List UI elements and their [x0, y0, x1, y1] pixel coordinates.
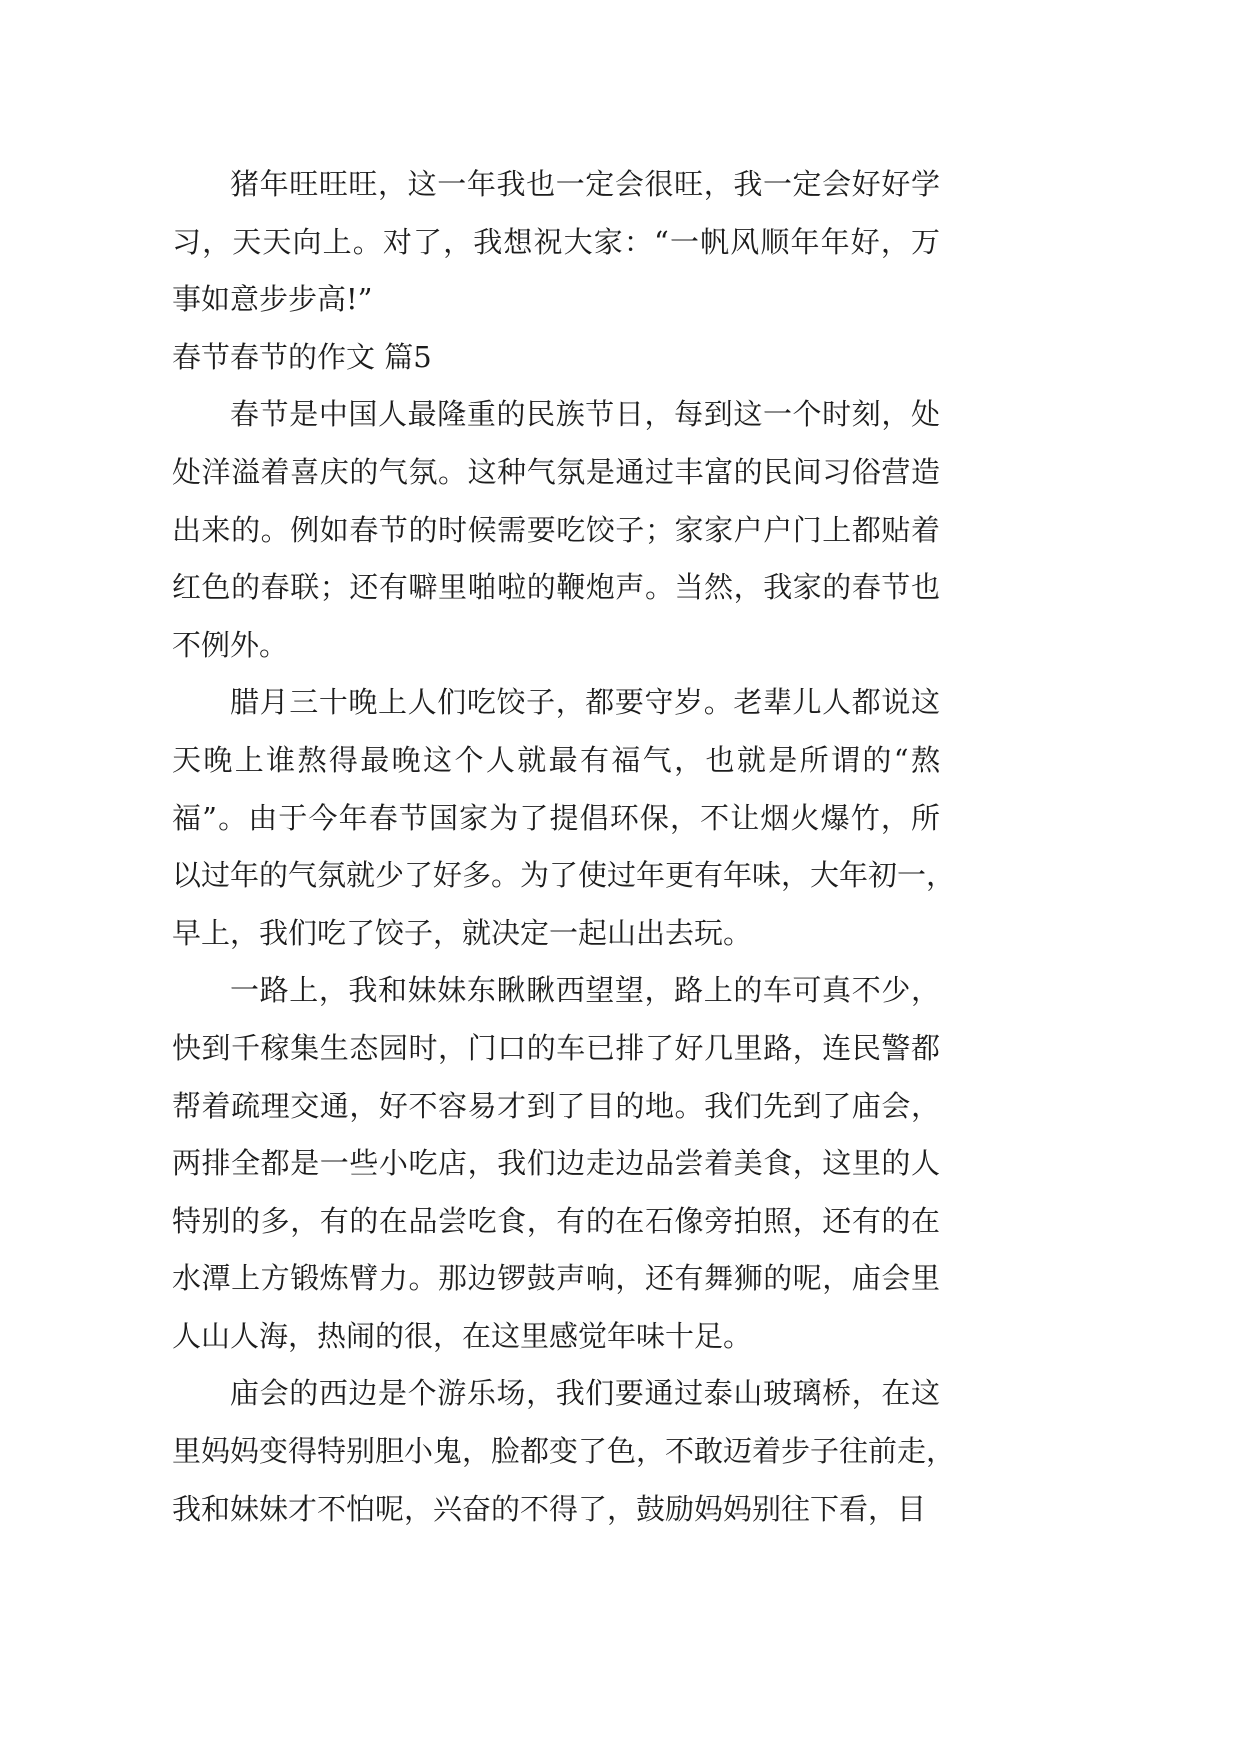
paragraph-line: 腊月三十晚上人们吃饺子，都要守岁。老辈儿人都说这	[230, 685, 940, 720]
paragraph-line: 出来的。例如春节的时候需要吃饺子；家家户户门上都贴着	[172, 512, 940, 547]
paragraph-line: 水潭上方锻炼臂力。那边锣鼓声响，还有舞狮的呢，庙会里	[172, 1261, 940, 1296]
paragraph-line: 处洋溢着喜庆的气氛。这种气氛是通过丰富的民间习俗营造	[172, 454, 940, 489]
paragraph-line: 两排全都是一些小吃店，我们边走边品尝着美食，这里的人	[172, 1146, 940, 1181]
paragraph	[172, 674, 956, 962]
paragraph-line: 红色的春联；还有噼里啪啦的鞭炮声。当然，我家的春节也	[172, 570, 940, 605]
paragraph-line: 早上，我们吃了饺子，就决定一起山出去玩。	[172, 915, 753, 950]
paragraph-line: 不例外。	[172, 627, 289, 662]
paragraph-line: 天晚上谁熬得最晚这个人就最有福气，也就是所谓的“熬	[172, 742, 940, 777]
section-title: 春节春节的作文 篇5	[172, 339, 432, 374]
paragraph	[172, 156, 940, 329]
paragraph-line: 庙会的西边是个游乐场，我们要通过泰山玻璃桥，在这	[230, 1376, 940, 1411]
paragraph-line: 人山人海，热闹的很，在这里感觉年味十足。	[172, 1318, 753, 1353]
paragraph	[172, 1365, 956, 1538]
section-heading	[172, 329, 940, 387]
paragraph-line: 习，天天向上。对了，我想祝大家：“一帆风顺年年好，万	[172, 224, 940, 259]
paragraph	[172, 386, 940, 674]
document-body	[172, 156, 956, 1538]
paragraph-line: 特别的多，有的在品尝吃食，有的在石像旁拍照，还有的在	[172, 1203, 940, 1238]
paragraph-line: 快到千稼集生态园时，门口的车已排了好几里路，连民警都	[172, 1030, 940, 1065]
paragraph-line: 我和妹妹才不怕呢，兴奋的不得了，鼓励妈妈别往下看，目	[172, 1491, 927, 1526]
paragraph-line: 里妈妈变得特别胆小鬼，脸都变了色，不敢迈着步子往前走，	[172, 1434, 956, 1469]
paragraph-line: 事如意步步高!”	[172, 282, 373, 317]
paragraph-line: 帮着疏理交通，好不容易才到了目的地。我们先到了庙会，	[172, 1088, 940, 1123]
paragraph-line: 以过年的气氛就少了好多。为了使过年更有年味，大年初一，	[172, 858, 956, 893]
paragraph-line: 春节是中国人最隆重的民族节日，每到这一个时刻，处	[230, 397, 940, 432]
paragraph-line: 福”。由于今年春节国家为了提倡环保，不让烟火爆竹，所	[172, 800, 940, 835]
paragraph	[172, 962, 940, 1365]
paragraph-line: 猪年旺旺旺，这一年我也一定会很旺，我一定会好好学	[230, 167, 940, 201]
paragraph-line: 一路上，我和妹妹东瞅瞅西望望，路上的车可真不少，	[230, 973, 940, 1008]
